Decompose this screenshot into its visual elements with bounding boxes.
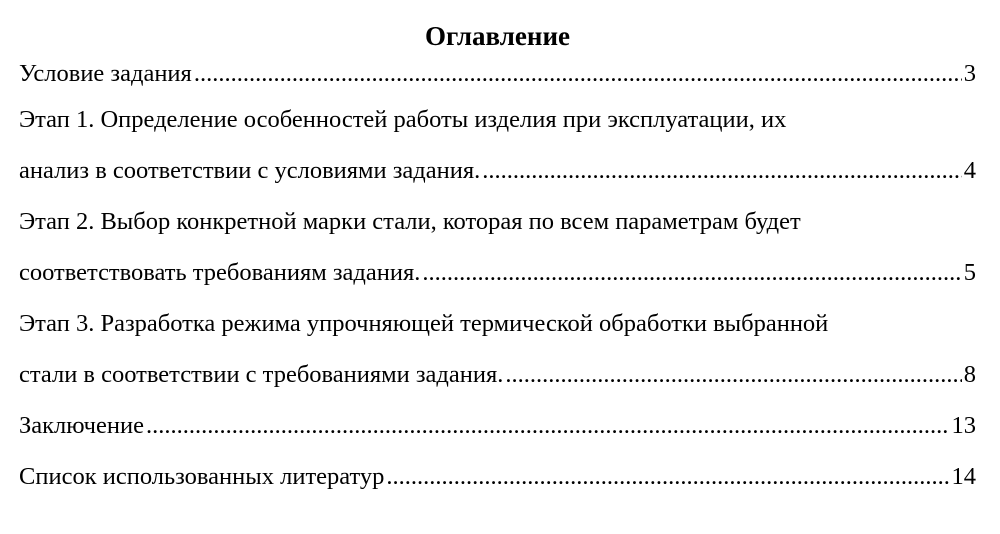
toc-entry-line (19, 54, 976, 94)
toc-entry-line (19, 94, 976, 145)
toc-entry-text: стали в соответствии с требованиями задания. (19, 361, 504, 388)
toc-entry-line (19, 349, 976, 400)
toc-entry-line (19, 451, 976, 502)
toc-entry-stage-1[interactable] (19, 94, 976, 196)
toc-entry-line (19, 298, 976, 349)
toc-entry-stage-2[interactable] (19, 196, 976, 298)
toc-title: Оглавление (425, 21, 570, 51)
toc-page-number: 5 (963, 259, 976, 286)
dot-leader (422, 247, 961, 298)
toc-entry-text: Этап 2. Выбор конкретной марки стали, которая по всем параметрам будет (19, 208, 801, 235)
toc-entry-text: анализ в соответствии с условиями задания. (19, 157, 481, 184)
toc-entry-line (19, 145, 976, 196)
toc-entry-text: Этап 3. Разработка режима упрочняющей термической обработки выбранной (19, 310, 829, 337)
dot-leader (194, 54, 962, 94)
toc-entry-references[interactable] (19, 451, 976, 502)
toc-entry-line (19, 400, 976, 451)
toc-entry-conclusion[interactable] (19, 400, 976, 451)
toc-list (19, 54, 976, 502)
toc-entry-text: Список использованных литератур (19, 463, 385, 490)
toc-page-number: 13 (951, 412, 976, 439)
toc-entry-text: Этап 1. Определение особенностей работы изделия при эксплуатации, их (19, 106, 787, 133)
toc-entry-line (19, 196, 976, 247)
toc-page-number: 8 (963, 361, 976, 388)
dot-leader (505, 349, 961, 400)
toc-entry-text: соответствовать требованиям задания. (19, 259, 421, 286)
toc-entry-condition[interactable] (19, 54, 976, 94)
dot-leader (146, 400, 950, 451)
toc-page-number: 3 (963, 60, 976, 87)
toc-page-number: 4 (963, 157, 976, 184)
dot-leader (482, 145, 961, 196)
toc-entry-text: Условие задания (19, 60, 192, 87)
table-of-contents (19, 20, 976, 502)
toc-entry-line (19, 247, 976, 298)
toc-entry-text: Заключение (19, 412, 144, 439)
toc-page-number: 14 (951, 463, 976, 490)
toc-entry-stage-3[interactable] (19, 298, 976, 400)
dot-leader (386, 451, 949, 502)
